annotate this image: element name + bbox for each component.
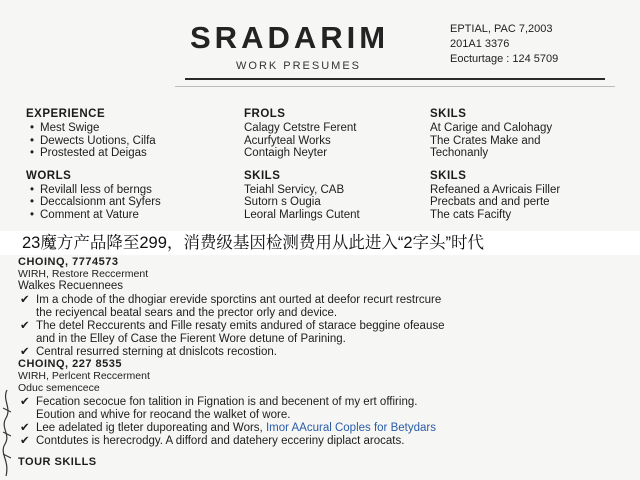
- section-subheading: Oduc semencece: [18, 382, 100, 394]
- list-item: Calagy Cetstre Ferent: [244, 122, 357, 134]
- section-heading: SKILS: [430, 108, 467, 120]
- list-item: The cats Facifty: [430, 208, 512, 221]
- section-heading: SKILS: [430, 169, 467, 182]
- section-heading: EXPERIENCE: [26, 108, 106, 120]
- list-item: • Prostested at Deigas: [26, 147, 216, 160]
- list-item: The Crates Make and: [430, 134, 541, 147]
- list-item: • Comment at Vature: [26, 209, 216, 222]
- header-divider: [185, 78, 605, 80]
- list-item: ✔ Lee adelated ig tleter duporeating and Wors, Imor AAcural Coples for Betydars: [20, 422, 436, 434]
- list-item: At Carige and Calohagy: [430, 122, 553, 134]
- news-banner[interactable]: 23魔方产品降至299，消费级基因检测费用从此进入“2字头”时代: [0, 231, 640, 255]
- section-heading: FROLS: [244, 108, 286, 120]
- section-heading: CHOINQ, 227 8535: [18, 358, 122, 370]
- experience-section-1: [18, 256, 618, 359]
- signature-mark: [0, 388, 14, 478]
- text-list: [244, 184, 434, 222]
- resume-logo: SRADARIM: [190, 20, 390, 55]
- resume-subtitle: WORK PRESUMES: [236, 60, 362, 72]
- resume-column-3: [430, 108, 620, 231]
- section-subheading: WIRH, Perlcent Reccerment: [18, 370, 150, 382]
- check-icon: ✔: [20, 294, 30, 306]
- list-item: • Deccalsionm ant Syfers: [26, 196, 216, 209]
- resume-column-1: [26, 108, 216, 231]
- text-list: [430, 184, 620, 222]
- skills-section: [18, 456, 618, 468]
- list-item: Sutorn s Ougia: [244, 196, 321, 208]
- list-item: • Mest Swige: [26, 122, 216, 135]
- list-item: Precbats and and perte: [430, 196, 550, 208]
- list-item: ✔ Contdutes is herecrodgy. A difford and datehery ecceriny diplact arocats.: [20, 435, 405, 447]
- check-icon: ✔: [20, 422, 30, 434]
- list-item: Leoral Marlings Cutent: [244, 208, 360, 221]
- check-icon: ✔: [20, 346, 30, 358]
- section-subheading: Walkes Recuennees: [18, 280, 124, 292]
- bullet-list: [26, 184, 216, 222]
- list-item: Techonanly: [430, 147, 489, 159]
- section-subheading: WIRH, Restore Reccerment: [18, 268, 149, 280]
- check-icon: ✔: [20, 320, 30, 332]
- check-list: [18, 294, 618, 359]
- bullet-list: [26, 122, 216, 160]
- list-item: ✔ Im a chode of the dhogiar erevide sporctins ant ourted at deefor recurt restrcure the reciyencal beatal sears and the prector orly and device.: [20, 294, 442, 319]
- resume-column-2: [244, 108, 434, 231]
- inline-link[interactable]: Imor AAcural Coples for Betydars: [265, 422, 436, 434]
- section-heading: SKILS: [244, 169, 281, 182]
- contact-block: [450, 22, 558, 67]
- section-heading: CHOINQ, 7774573: [18, 256, 119, 268]
- contact-line: 201A1 3376: [450, 38, 510, 50]
- list-item: • Revilall less of berngs: [26, 184, 216, 197]
- list-item: ✔ Central resurred sterning at dnislcots recostion.: [20, 346, 277, 358]
- section-heading: TOUR SKILLS: [18, 456, 97, 468]
- experience-section-2: [18, 358, 618, 448]
- check-list: [18, 396, 618, 448]
- list-item: • Dewects Uotions, Cilfa: [26, 135, 216, 148]
- section-heading: WORLS: [26, 169, 72, 182]
- text-list: [244, 122, 434, 160]
- check-icon: ✔: [20, 396, 30, 408]
- list-item: Contaigh Neyter: [244, 147, 328, 159]
- contact-line: Eocturtage : 124 5709: [450, 53, 559, 65]
- list-item: Refeaned a Avricais Filler: [430, 183, 561, 196]
- contact-line: EPTIAL, PAC 7,2003: [450, 23, 553, 35]
- list-item: ✔ The detel Reccurents and Fille resaty emits andured of starace beggine ofeause and in the Elley of Case the Fierent Wore detune of Parining.: [20, 320, 445, 345]
- list-item: Teiahl Servicy, CAB: [244, 183, 345, 196]
- check-icon: ✔: [20, 435, 30, 447]
- list-item: Acurfyteal Works: [244, 134, 331, 147]
- list-item: ✔ Fecation secocue fon talition in Fignation is and becenent of my ert offiring. Eoution and whive for reocand the walket of wore.: [20, 396, 418, 421]
- text-list: [430, 122, 620, 160]
- header-divider-thin: [175, 86, 615, 87]
